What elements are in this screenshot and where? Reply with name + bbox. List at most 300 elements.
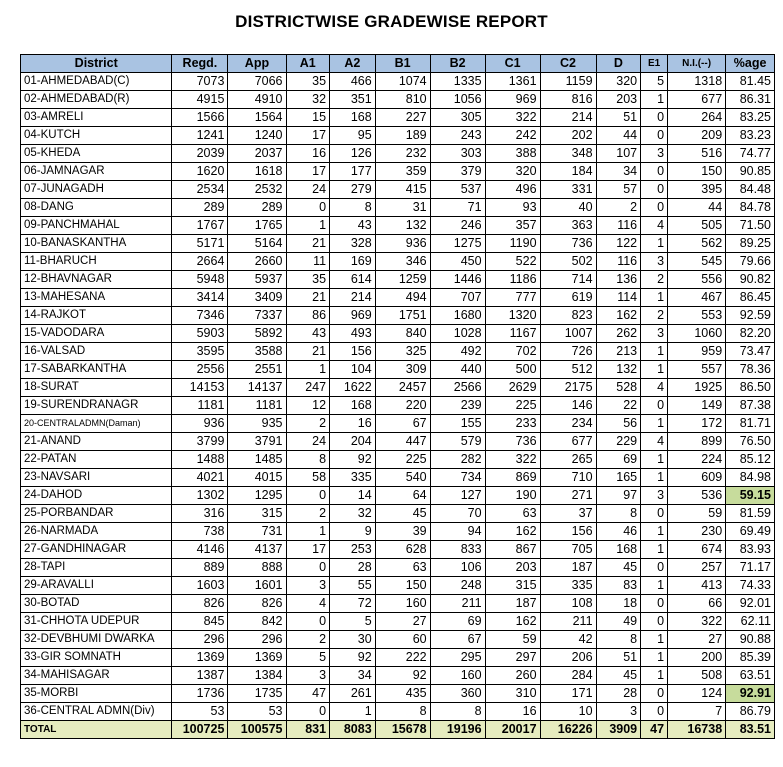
value-cell: 1302 [172,487,228,505]
value-cell: 936 [375,235,430,253]
value-cell: 72 [330,595,376,613]
table-row [21,181,775,199]
value-cell: 67 [375,415,430,433]
value-cell: 253 [330,541,376,559]
value-cell: 114 [596,289,641,307]
value-cell: 211 [430,595,485,613]
value-cell: 1620 [172,163,228,181]
col-header-b2: B2 [430,55,485,73]
value-cell: 206 [540,649,596,667]
value-cell: 1384 [228,667,286,685]
value-cell: 1 [330,703,376,721]
value-cell: 67 [430,631,485,649]
value-cell: 5892 [228,325,286,343]
value-cell: 0 [286,559,330,577]
value-cell: 826 [172,595,228,613]
value-cell: 360 [430,685,485,703]
value-cell: 1159 [540,73,596,91]
value-cell: 1680 [430,307,485,325]
value-cell: 146 [540,397,596,415]
value-cell: 0 [641,181,668,199]
value-cell: 331 [540,181,596,199]
district-cell: 03-AMRELI [21,109,172,127]
value-cell: 500 [485,361,540,379]
district-cell: 18-SURAT [21,379,172,397]
value-cell: 8 [286,451,330,469]
table-row [21,73,775,91]
value-cell: 492 [430,343,485,361]
total-value-cell: 100575 [228,721,286,739]
value-cell: 12 [286,397,330,415]
col-header-a1: A1 [286,55,330,73]
value-cell: 1056 [430,91,485,109]
value-cell: 335 [540,577,596,595]
value-cell: 59 [485,631,540,649]
table-row [21,523,775,541]
header-row [21,55,775,73]
value-cell: 1361 [485,73,540,91]
value-cell: 257 [668,559,726,577]
value-cell: 363 [540,217,596,235]
table-row [21,307,775,325]
value-cell: 1275 [430,235,485,253]
district-cell: 11-BHARUCH [21,253,172,271]
total-value-cell: 19196 [430,721,485,739]
value-cell: 1751 [375,307,430,325]
table-row [21,127,775,145]
value-cell: 315 [228,505,286,523]
value-cell: 127 [430,487,485,505]
percentage-cell: 84.48 [726,181,775,199]
value-cell: 413 [668,577,726,595]
value-cell: 239 [430,397,485,415]
value-cell: 1603 [172,577,228,595]
value-cell: 0 [641,613,668,631]
value-cell: 160 [430,667,485,685]
value-cell: 346 [375,253,430,271]
value-cell: 35 [286,73,330,91]
value-cell: 53 [228,703,286,721]
col-header-a2: A2 [330,55,376,73]
value-cell: 447 [375,433,430,451]
value-cell: 816 [540,91,596,109]
table-row [21,703,775,721]
value-cell: 92 [330,451,376,469]
value-cell: 14153 [172,379,228,397]
value-cell: 867 [485,541,540,559]
value-cell: 322 [485,451,540,469]
district-cell: 23-NAVSARI [21,469,172,487]
percentage-cell: 86.50 [726,379,775,397]
value-cell: 505 [668,217,726,235]
value-cell: 0 [641,109,668,127]
value-cell: 1735 [228,685,286,703]
value-cell: 415 [375,181,430,199]
value-cell: 888 [228,559,286,577]
value-cell: 899 [668,433,726,451]
value-cell: 95 [330,127,376,145]
gradewise-table [20,54,775,739]
col-header-district: District [21,55,172,73]
percentage-cell: 76.50 [726,433,775,451]
value-cell: 2 [286,631,330,649]
table-row [21,613,775,631]
district-cell: 12-BHAVNAGAR [21,271,172,289]
table-row [21,253,775,271]
value-cell: 224 [668,451,726,469]
value-cell: 4146 [172,541,228,559]
value-cell: 18 [596,595,641,613]
value-cell: 1446 [430,271,485,289]
value-cell: 58 [286,469,330,487]
value-cell: 296 [228,631,286,649]
value-cell: 21 [286,235,330,253]
value-cell: 1 [641,469,668,487]
value-cell: 229 [596,433,641,451]
value-cell: 282 [430,451,485,469]
value-cell: 1 [641,91,668,109]
table-row [21,487,775,505]
value-cell: 234 [540,415,596,433]
col-header-ni: N.I.(--) [668,55,726,73]
percentage-cell: 82.20 [726,325,775,343]
value-cell: 3 [286,577,330,595]
value-cell: 116 [596,217,641,235]
value-cell: 2 [641,271,668,289]
value-cell: 233 [485,415,540,433]
value-cell: 1241 [172,127,228,145]
value-cell: 936 [172,415,228,433]
value-cell: 104 [330,361,376,379]
value-cell: 537 [430,181,485,199]
value-cell: 702 [485,343,540,361]
value-cell: 2 [286,505,330,523]
value-cell: 8 [330,199,376,217]
value-cell: 3 [286,667,330,685]
table-row [21,667,775,685]
value-cell: 351 [330,91,376,109]
value-cell: 27 [375,613,430,631]
value-cell: 200 [668,649,726,667]
value-cell: 34 [596,163,641,181]
district-cell: 08-DANG [21,199,172,217]
percentage-cell: 86.79 [726,703,775,721]
percentage-cell: 83.25 [726,109,775,127]
value-cell: 0 [286,703,330,721]
value-cell: 284 [540,667,596,685]
value-cell: 705 [540,541,596,559]
value-cell: 32 [286,91,330,109]
percentage-cell: 90.82 [726,271,775,289]
value-cell: 714 [540,271,596,289]
value-cell: 1767 [172,217,228,235]
value-cell: 44 [596,127,641,145]
total-value-cell: 100725 [172,721,228,739]
percentage-cell: 89.25 [726,235,775,253]
value-cell: 220 [375,397,430,415]
value-cell: 1 [641,343,668,361]
col-header-b1: B1 [375,55,430,73]
value-cell: 1 [641,667,668,685]
value-cell: 5164 [228,235,286,253]
value-cell: 35 [286,271,330,289]
value-cell: 2556 [172,361,228,379]
district-cell: 33-GIR SOMNATH [21,649,172,667]
value-cell: 348 [540,145,596,163]
value-cell: 230 [668,523,726,541]
value-cell: 1007 [540,325,596,343]
table-row [21,469,775,487]
value-cell: 2 [641,307,668,325]
value-cell: 614 [330,271,376,289]
value-cell: 450 [430,253,485,271]
value-cell: 826 [228,595,286,613]
value-cell: 162 [485,613,540,631]
value-cell: 37 [540,505,596,523]
value-cell: 7066 [228,73,286,91]
value-cell: 66 [668,595,726,613]
value-cell: 935 [228,415,286,433]
value-cell: 1564 [228,109,286,127]
value-cell: 17 [286,163,330,181]
value-cell: 4910 [228,91,286,109]
value-cell: 556 [668,271,726,289]
value-cell: 5 [330,613,376,631]
value-cell: 17 [286,541,330,559]
value-cell: 69 [430,613,485,631]
percentage-cell: 78.36 [726,361,775,379]
value-cell: 494 [375,289,430,307]
report-title: DISTRICTWISE GRADEWISE REPORT [235,12,548,31]
value-cell: 86 [286,307,330,325]
value-cell: 172 [668,415,726,433]
value-cell: 2457 [375,379,430,397]
value-cell: 440 [430,361,485,379]
district-cell: 36-CENTRAL ADMN(Div) [21,703,172,721]
value-cell: 1 [641,541,668,559]
table-row [21,649,775,667]
district-cell: 06-JAMNAGAR [21,163,172,181]
value-cell: 1 [641,289,668,307]
value-cell: 2664 [172,253,228,271]
value-cell: 1618 [228,163,286,181]
value-cell: 43 [286,325,330,343]
value-cell: 204 [330,433,376,451]
value-cell: 45 [375,505,430,523]
percentage-cell: 92.01 [726,595,775,613]
value-cell: 97 [596,487,641,505]
value-cell: 155 [430,415,485,433]
percentage-cell: 85.12 [726,451,775,469]
value-cell: 4 [641,217,668,235]
percentage-cell: 83.23 [726,127,775,145]
value-cell: 1181 [172,397,228,415]
percentage-cell: 73.47 [726,343,775,361]
col-header-d: D [596,55,641,73]
value-cell: 969 [330,307,376,325]
value-cell: 1318 [668,73,726,91]
value-cell: 2534 [172,181,228,199]
district-cell: 19-SURENDRANAGR [21,397,172,415]
table-row [21,685,775,703]
value-cell: 10 [540,703,596,721]
value-cell: 225 [375,451,430,469]
value-cell: 1369 [228,649,286,667]
value-cell: 132 [596,361,641,379]
value-cell: 124 [668,685,726,703]
value-cell: 162 [485,523,540,541]
value-cell: 707 [430,289,485,307]
district-cell: 21-ANAND [21,433,172,451]
district-cell: 01-AHMEDABAD(C) [21,73,172,91]
value-cell: 22 [596,397,641,415]
value-cell: 248 [430,577,485,595]
value-cell: 2660 [228,253,286,271]
value-cell: 189 [375,127,430,145]
value-cell: 3791 [228,433,286,451]
value-cell: 316 [172,505,228,523]
percentage-cell: 63.51 [726,667,775,685]
value-cell: 2566 [430,379,485,397]
value-cell: 1 [641,451,668,469]
percentage-cell: 90.85 [726,163,775,181]
value-cell: 1181 [228,397,286,415]
value-cell: 1387 [172,667,228,685]
value-cell: 4915 [172,91,228,109]
value-cell: 889 [172,559,228,577]
value-cell: 1074 [375,73,430,91]
table-row [21,541,775,559]
value-cell: 3 [596,703,641,721]
value-cell: 1 [641,235,668,253]
table-row [21,91,775,109]
value-cell: 297 [485,649,540,667]
value-cell: 93 [485,199,540,217]
value-cell: 203 [596,91,641,109]
value-cell: 842 [228,613,286,631]
value-cell: 320 [485,163,540,181]
value-cell: 203 [485,559,540,577]
percentage-cell: 81.71 [726,415,775,433]
value-cell: 222 [375,649,430,667]
value-cell: 213 [596,343,641,361]
value-cell: 528 [596,379,641,397]
value-cell: 777 [485,289,540,307]
value-cell: 5937 [228,271,286,289]
value-cell: 51 [596,649,641,667]
value-cell: 1 [286,217,330,235]
table-row [21,433,775,451]
value-cell: 156 [540,523,596,541]
value-cell: 63 [375,559,430,577]
value-cell: 1566 [172,109,228,127]
col-header-percentage: %age [726,55,775,73]
value-cell: 9 [330,523,376,541]
district-cell: 31-CHHOTA UDEPUR [21,613,172,631]
value-cell: 1240 [228,127,286,145]
value-cell: 2629 [485,379,540,397]
value-cell: 126 [330,145,376,163]
table-row [21,577,775,595]
value-cell: 557 [668,361,726,379]
table-row [21,397,775,415]
value-cell: 823 [540,307,596,325]
value-cell: 1765 [228,217,286,235]
value-cell: 279 [330,181,376,199]
table-row [21,361,775,379]
value-cell: 562 [668,235,726,253]
value-cell: 63 [485,505,540,523]
value-cell: 2039 [172,145,228,163]
value-cell: 545 [668,253,726,271]
value-cell: 16 [286,145,330,163]
value-cell: 232 [375,145,430,163]
percentage-cell: 86.31 [726,91,775,109]
percentage-cell: 87.38 [726,397,775,415]
percentage-cell: 79.66 [726,253,775,271]
district-cell: 35-MORBI [21,685,172,703]
value-cell: 388 [485,145,540,163]
total-value-cell: 83.51 [726,721,775,739]
value-cell: 4 [641,379,668,397]
value-cell: 53 [172,703,228,721]
value-cell: 1186 [485,271,540,289]
value-cell: 833 [430,541,485,559]
value-cell: 260 [485,667,540,685]
value-cell: 187 [485,595,540,613]
district-cell: 04-KUTCH [21,127,172,145]
district-cell: 05-KHEDA [21,145,172,163]
value-cell: 493 [330,325,376,343]
value-cell: 5 [286,649,330,667]
value-cell: 289 [228,199,286,217]
value-cell: 150 [375,577,430,595]
value-cell: 0 [286,199,330,217]
total-row [21,721,775,739]
value-cell: 328 [330,235,376,253]
percentage-cell: 59.15 [726,487,775,505]
value-cell: 1060 [668,325,726,343]
value-cell: 83 [596,577,641,595]
value-cell: 7346 [172,307,228,325]
value-cell: 116 [596,253,641,271]
value-cell: 3414 [172,289,228,307]
value-cell: 11 [286,253,330,271]
value-cell: 4015 [228,469,286,487]
value-cell: 0 [641,397,668,415]
value-cell: 0 [286,487,330,505]
value-cell: 168 [330,397,376,415]
value-cell: 5171 [172,235,228,253]
value-cell: 39 [375,523,430,541]
value-cell: 540 [375,469,430,487]
value-cell: 169 [330,253,376,271]
value-cell: 840 [375,325,430,343]
value-cell: 8 [596,505,641,523]
total-value-cell: 8083 [330,721,376,739]
value-cell: 869 [485,469,540,487]
value-cell: 738 [172,523,228,541]
value-cell: 553 [668,307,726,325]
value-cell: 1485 [228,451,286,469]
table-row [21,235,775,253]
value-cell: 5948 [172,271,228,289]
value-cell: 162 [596,307,641,325]
value-cell: 1 [641,649,668,667]
percentage-cell: 84.98 [726,469,775,487]
value-cell: 21 [286,343,330,361]
value-cell: 726 [540,343,596,361]
